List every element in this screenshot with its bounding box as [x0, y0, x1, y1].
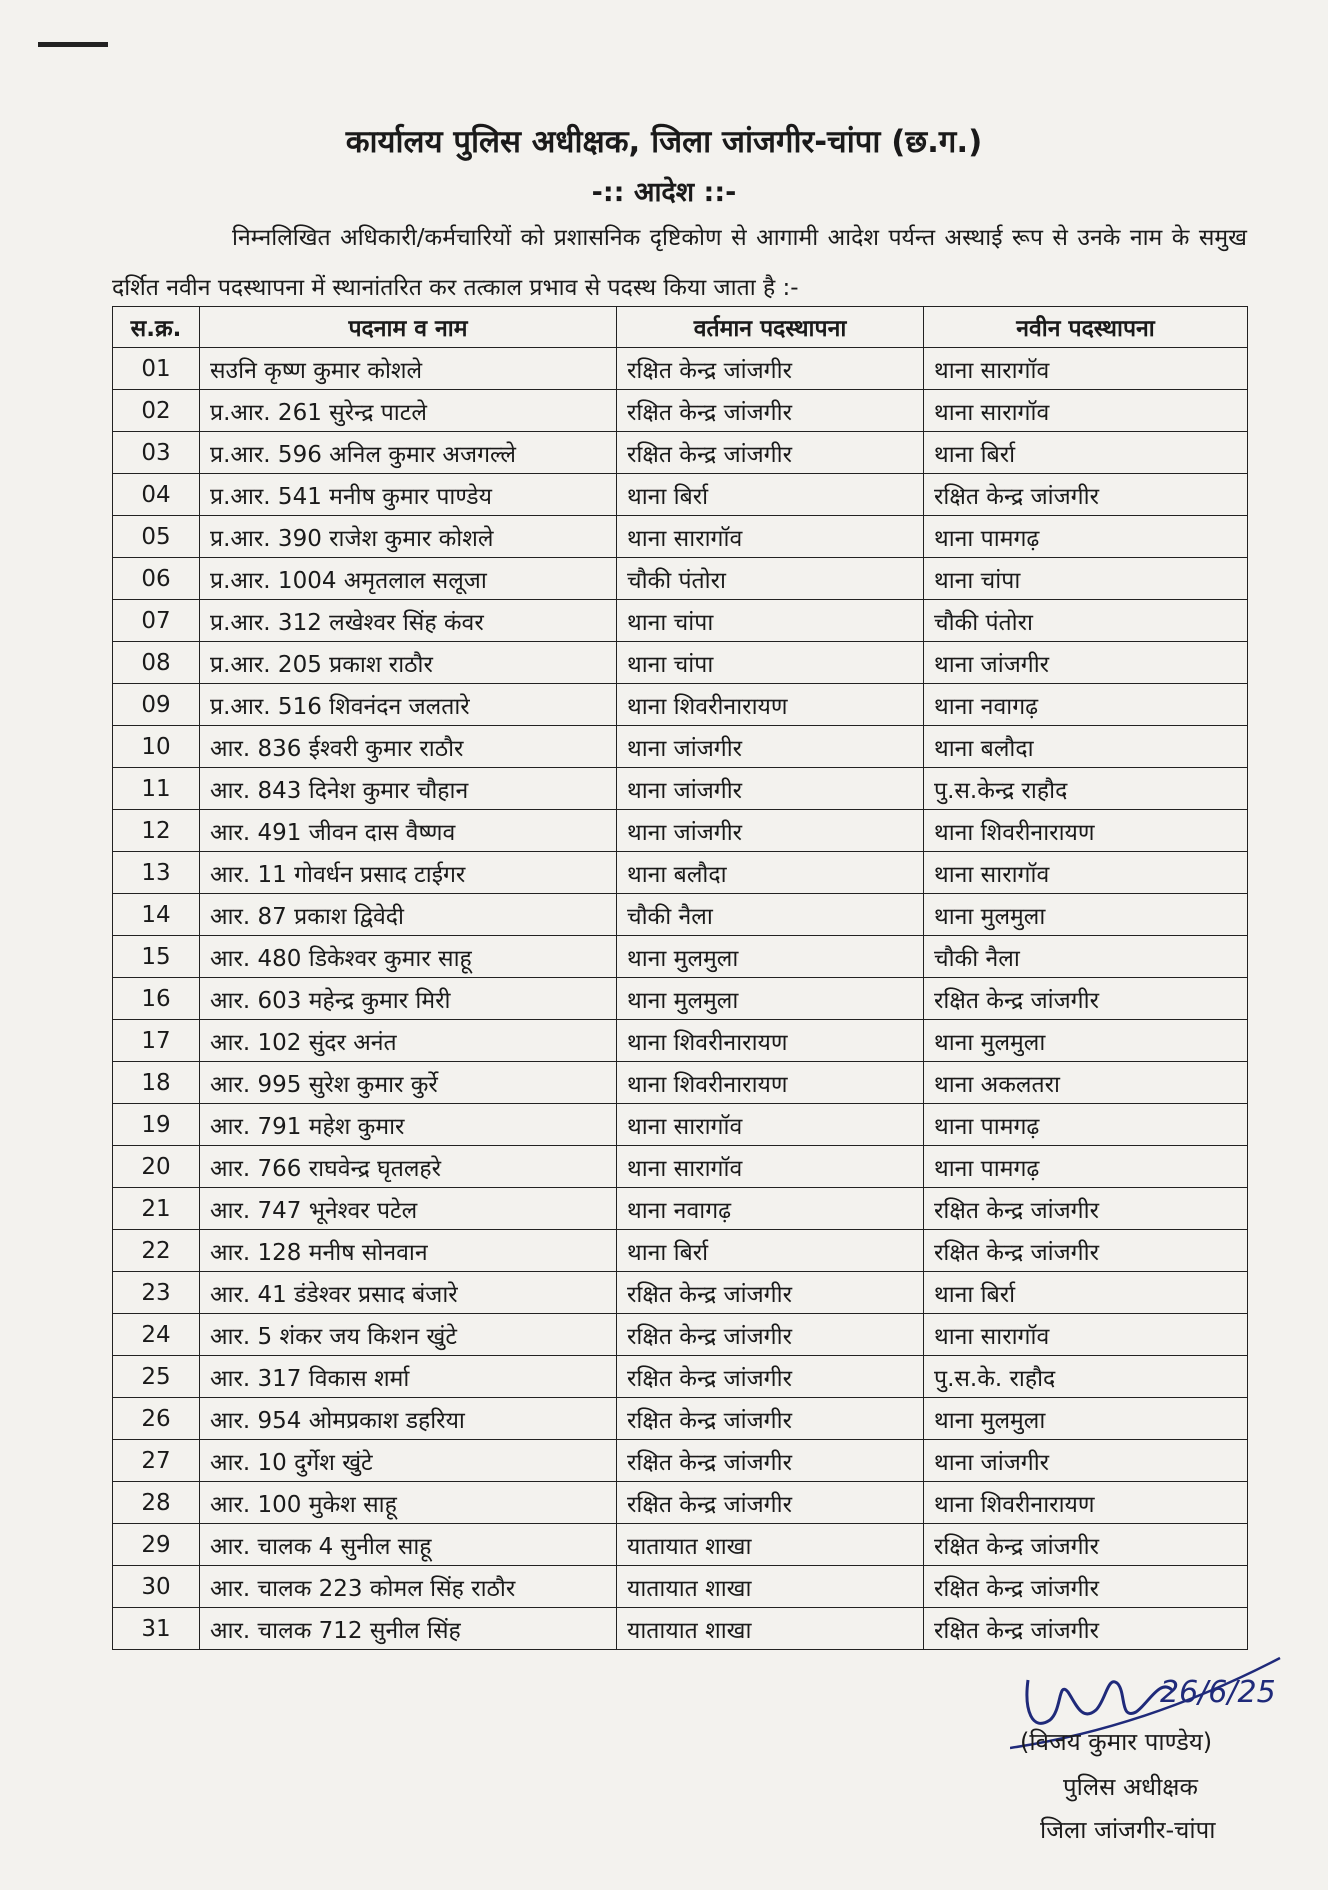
table-row: [113, 1524, 1248, 1566]
new-posting-cell: रक्षित केन्द्र जांजगीर: [924, 978, 1248, 1020]
table-row: [113, 768, 1248, 810]
table-row: [113, 1020, 1248, 1062]
name-cell: आर. 317 विकास शर्मा: [200, 1356, 617, 1398]
current-posting-cell: थाना सारागॉव: [617, 516, 924, 558]
new-posting-cell: थाना पामगढ़: [924, 516, 1248, 558]
new-posting-cell: थाना शिवरीनारायण: [924, 810, 1248, 852]
current-posting-cell: चौकी पंतोरा: [617, 558, 924, 600]
serial-cell: 09: [113, 684, 200, 726]
current-posting-cell: थाना जांजगीर: [617, 810, 924, 852]
table-row: [113, 1230, 1248, 1272]
new-posting-cell: थाना मुलमुला: [924, 1020, 1248, 1062]
new-posting-cell: थाना पामगढ़: [924, 1146, 1248, 1188]
current-posting-cell: थाना शिवरीनारायण: [617, 684, 924, 726]
current-posting-cell: थाना बलौदा: [617, 852, 924, 894]
name-cell: आर. 791 महेश कुमार: [200, 1104, 617, 1146]
name-cell: प्र.आर. 516 शिवनंदन जलतारे: [200, 684, 617, 726]
serial-cell: 06: [113, 558, 200, 600]
serial-cell: 16: [113, 978, 200, 1020]
current-posting-cell: थाना मुलमुला: [617, 936, 924, 978]
serial-cell: 03: [113, 432, 200, 474]
name-cell: आर. 603 महेन्द्र कुमार मिरी: [200, 978, 617, 1020]
name-cell: आर. 128 मनीष सोनवान: [200, 1230, 617, 1272]
table-row: [113, 558, 1248, 600]
table-row: [113, 390, 1248, 432]
current-posting-cell: थाना सारागॉव: [617, 1146, 924, 1188]
serial-cell: 01: [113, 348, 200, 390]
new-posting-cell: थाना सारागॉव: [924, 348, 1248, 390]
current-posting-cell: रक्षित केन्द्र जांजगीर: [617, 1314, 924, 1356]
current-posting-cell: चौकी नैला: [617, 894, 924, 936]
current-posting-cell: थाना जांजगीर: [617, 768, 924, 810]
current-posting-cell: थाना बिर्रा: [617, 1230, 924, 1272]
new-posting-cell: थाना जांजगीर: [924, 1440, 1248, 1482]
new-posting-cell: थाना सारागॉव: [924, 1314, 1248, 1356]
transfer-table: [112, 306, 1248, 1650]
current-posting-cell: रक्षित केन्द्र जांजगीर: [617, 1272, 924, 1314]
serial-cell: 31: [113, 1608, 200, 1650]
new-posting-cell: रक्षित केन्द्र जांजगीर: [924, 474, 1248, 516]
serial-cell: 23: [113, 1272, 200, 1314]
new-posting-cell: थाना सारागॉव: [924, 852, 1248, 894]
table-row: [113, 516, 1248, 558]
serial-cell: 05: [113, 516, 200, 558]
table-row: [113, 978, 1248, 1020]
new-posting-cell: थाना बलौदा: [924, 726, 1248, 768]
table-row: [113, 1272, 1248, 1314]
name-cell: प्र.आर. 312 लखेश्वर सिंह कंवर: [200, 600, 617, 642]
serial-cell: 24: [113, 1314, 200, 1356]
current-posting-cell: रक्षित केन्द्र जांजगीर: [617, 1356, 924, 1398]
name-cell: आर. 491 जीवन दास वैष्णव: [200, 810, 617, 852]
new-posting-cell: रक्षित केन्द्र जांजगीर: [924, 1230, 1248, 1272]
serial-cell: 22: [113, 1230, 200, 1272]
serial-cell: 07: [113, 600, 200, 642]
serial-cell: 20: [113, 1146, 200, 1188]
new-posting-cell: थाना नवागढ़: [924, 684, 1248, 726]
current-posting-cell: यातायात शाखा: [617, 1608, 924, 1650]
new-posting-cell: चौकी नैला: [924, 936, 1248, 978]
order-intro-paragraph: निम्नलिखित अधिकारी/कर्मचारियों को प्रशासनिक दृष्टिकोण से आगामी आदेश पर्यन्त अस्थाई रूप से उनके नाम के समुख दर्शित नवीन पदस्थापना में स्थानांतरित कर तत्काल प्रभाव से पदस्थ किया जाता है :-: [112, 225, 1247, 301]
name-cell: आर. 954 ओमप्रकाश डहरिया: [200, 1398, 617, 1440]
table-row: [113, 1146, 1248, 1188]
name-cell: आर. 843 दिनेश कुमार चौहान: [200, 768, 617, 810]
serial-cell: 27: [113, 1440, 200, 1482]
new-posting-cell: पु.स.के. राहौद: [924, 1356, 1248, 1398]
current-posting-cell: रक्षित केन्द्र जांजगीर: [617, 1398, 924, 1440]
current-posting-cell: थाना चांपा: [617, 600, 924, 642]
name-cell: प्र.आर. 1004 अमृतलाल सलूजा: [200, 558, 617, 600]
current-posting-cell: रक्षित केन्द्र जांजगीर: [617, 1440, 924, 1482]
name-cell: आर. चालक 4 सुनील साहू: [200, 1524, 617, 1566]
new-posting-cell: थाना अकलतरा: [924, 1062, 1248, 1104]
table-row: [113, 1314, 1248, 1356]
header-current-posting: वर्तमान पदस्थापना: [617, 307, 924, 348]
name-cell: आर. 836 ईश्वरी कुमार राठौर: [200, 726, 617, 768]
serial-cell: 25: [113, 1356, 200, 1398]
name-cell: आर. 766 राघवेन्द्र घृतलहरे: [200, 1146, 617, 1188]
name-cell: आर. 5 शंकर जय किशन खुंटे: [200, 1314, 617, 1356]
table-row: [113, 1482, 1248, 1524]
name-cell: आर. 87 प्रकाश द्विवेदी: [200, 894, 617, 936]
name-cell: आर. 41 डंडेश्वर प्रसाद बंजारे: [200, 1272, 617, 1314]
current-posting-cell: थाना चांपा: [617, 642, 924, 684]
current-posting-cell: थाना सारागॉव: [617, 1104, 924, 1146]
new-posting-cell: रक्षित केन्द्र जांजगीर: [924, 1524, 1248, 1566]
name-cell: प्र.आर. 205 प्रकाश राठौर: [200, 642, 617, 684]
current-posting-cell: थाना जांजगीर: [617, 726, 924, 768]
new-posting-cell: रक्षित केन्द्र जांजगीर: [924, 1188, 1248, 1230]
name-cell: आर. 102 सुंदर अनंत: [200, 1020, 617, 1062]
current-posting-cell: यातायात शाखा: [617, 1566, 924, 1608]
signatory-designation: पुलिस अधीक्षक: [1063, 1773, 1198, 1801]
new-posting-cell: रक्षित केन्द्र जांजगीर: [924, 1608, 1248, 1650]
signature-date: 26/6/25: [1160, 1675, 1276, 1710]
serial-cell: 28: [113, 1482, 200, 1524]
name-cell: प्र.आर. 596 अनिल कुमार अजगल्ले: [200, 432, 617, 474]
table-row: [113, 684, 1248, 726]
header-name: पदनाम व नाम: [200, 307, 617, 348]
name-cell: प्र.आर. 261 सुरेन्द्र पाटले: [200, 390, 617, 432]
current-posting-cell: रक्षित केन्द्र जांजगीर: [617, 1482, 924, 1524]
name-cell: आर. 10 दुर्गेश खुंटे: [200, 1440, 617, 1482]
new-posting-cell: थाना बिर्रा: [924, 1272, 1248, 1314]
name-cell: आर. 100 मुकेश साहू: [200, 1482, 617, 1524]
name-cell: आर. 11 गोवर्धन प्रसाद टाईगर: [200, 852, 617, 894]
table-row: [113, 348, 1248, 390]
table-row: [113, 1104, 1248, 1146]
office-title: कार्यालय पुलिस अधीक्षक, जिला जांजगीर-चांपा (छ.ग.): [345, 124, 983, 160]
new-posting-cell: थाना जांजगीर: [924, 642, 1248, 684]
current-posting-cell: थाना शिवरीनारायण: [617, 1020, 924, 1062]
table-row: [113, 852, 1248, 894]
table-row: [113, 1398, 1248, 1440]
serial-cell: 11: [113, 768, 200, 810]
header-serial: स.क्र.: [113, 307, 200, 348]
table-row: [113, 1062, 1248, 1104]
current-posting-cell: थाना शिवरीनारायण: [617, 1062, 924, 1104]
table-body: [113, 348, 1248, 1650]
table-row: [113, 432, 1248, 474]
serial-cell: 18: [113, 1062, 200, 1104]
serial-cell: 02: [113, 390, 200, 432]
new-posting-cell: थाना सारागॉव: [924, 390, 1248, 432]
current-posting-cell: यातायात शाखा: [617, 1524, 924, 1566]
serial-cell: 12: [113, 810, 200, 852]
top-dash-mark: [38, 42, 108, 47]
table-row: [113, 1440, 1248, 1482]
new-posting-cell: थाना बिर्रा: [924, 432, 1248, 474]
name-cell: आर. चालक 223 कोमल सिंह राठौर: [200, 1566, 617, 1608]
table-row: [113, 474, 1248, 516]
current-posting-cell: थाना नवागढ़: [617, 1188, 924, 1230]
table-row: [113, 936, 1248, 978]
serial-cell: 08: [113, 642, 200, 684]
serial-cell: 10: [113, 726, 200, 768]
new-posting-cell: पु.स.केन्द्र राहौद: [924, 768, 1248, 810]
serial-cell: 14: [113, 894, 200, 936]
serial-cell: 15: [113, 936, 200, 978]
name-cell: आर. 480 डिकेश्वर कुमार साहू: [200, 936, 617, 978]
table-header-row: [113, 307, 1248, 348]
name-cell: आर. 747 भूनेश्वर पटेल: [200, 1188, 617, 1230]
new-posting-cell: थाना पामगढ़: [924, 1104, 1248, 1146]
serial-cell: 26: [113, 1398, 200, 1440]
serial-cell: 19: [113, 1104, 200, 1146]
serial-cell: 17: [113, 1020, 200, 1062]
table-row: [113, 810, 1248, 852]
serial-cell: 29: [113, 1524, 200, 1566]
name-cell: आर. 995 सुरेश कुमार कुर्रे: [200, 1062, 617, 1104]
serial-cell: 30: [113, 1566, 200, 1608]
header-new-posting: नवीन पदस्थापना: [924, 307, 1248, 348]
table-row: [113, 642, 1248, 684]
serial-cell: 21: [113, 1188, 200, 1230]
new-posting-cell: चौकी पंतोरा: [924, 600, 1248, 642]
new-posting-cell: थाना मुलमुला: [924, 894, 1248, 936]
current-posting-cell: थाना बिर्रा: [617, 474, 924, 516]
name-cell: सउनि कृष्ण कुमार कोशले: [200, 348, 617, 390]
new-posting-cell: थाना मुलमुला: [924, 1398, 1248, 1440]
serial-cell: 13: [113, 852, 200, 894]
current-posting-cell: थाना मुलमुला: [617, 978, 924, 1020]
table-row: [113, 894, 1248, 936]
new-posting-cell: थाना चांपा: [924, 558, 1248, 600]
name-cell: प्र.आर. 541 मनीष कुमार पाण्डेय: [200, 474, 617, 516]
name-cell: प्र.आर. 390 राजेश कुमार कोशले: [200, 516, 617, 558]
new-posting-cell: रक्षित केन्द्र जांजगीर: [924, 1566, 1248, 1608]
table-row: [113, 1188, 1248, 1230]
table-row: [113, 1356, 1248, 1398]
order-heading: -:: आदेश ::-: [591, 177, 737, 208]
signatory-name: (विजय कुमार पाण्डेय): [1020, 1728, 1213, 1756]
signatory-district: जिला जांजगीर-चांपा: [1040, 1816, 1216, 1844]
current-posting-cell: रक्षित केन्द्र जांजगीर: [617, 348, 924, 390]
new-posting-cell: थाना शिवरीनारायण: [924, 1482, 1248, 1524]
serial-cell: 04: [113, 474, 200, 516]
table-row: [113, 600, 1248, 642]
table-row: [113, 1566, 1248, 1608]
table-row: [113, 726, 1248, 768]
current-posting-cell: रक्षित केन्द्र जांजगीर: [617, 432, 924, 474]
name-cell: आर. चालक 712 सुनील सिंह: [200, 1608, 617, 1650]
current-posting-cell: रक्षित केन्द्र जांजगीर: [617, 390, 924, 432]
